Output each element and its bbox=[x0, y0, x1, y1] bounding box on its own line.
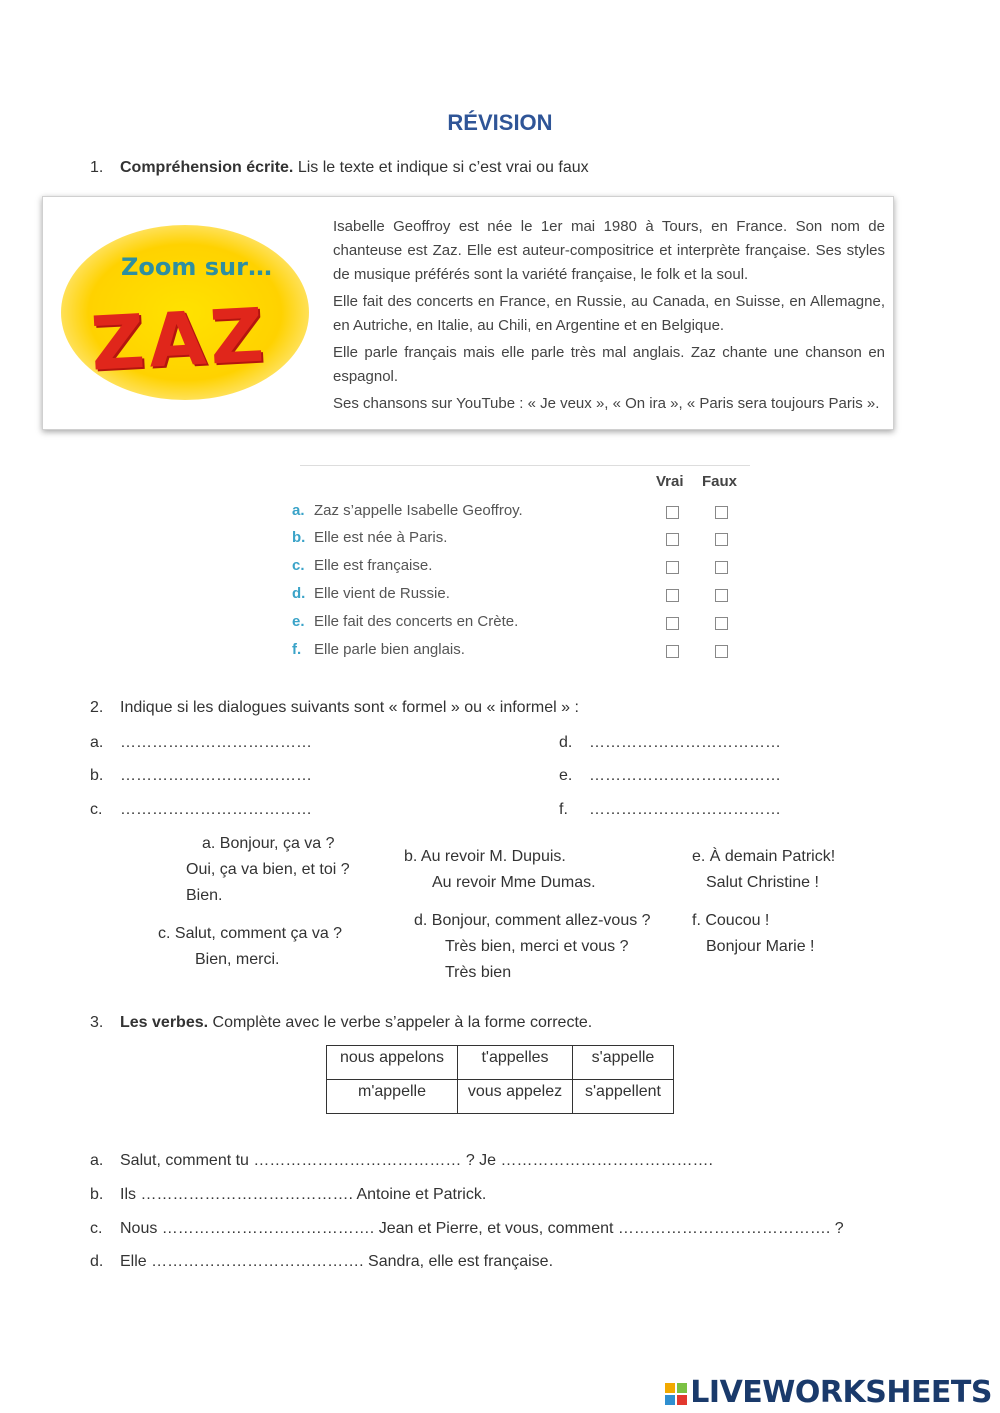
dialogue-d bbox=[414, 908, 651, 986]
article-paragraph: Elle fait des concerts en France, en Russie, au Canada, en Suisse, en Allemagne, en Autriche, en Italie, au Chili, en Argentine et en Belgique. bbox=[333, 293, 885, 334]
answer-blank[interactable]: ……………………………… bbox=[589, 767, 781, 784]
faux-checkbox[interactable] bbox=[715, 645, 728, 658]
item-statement: Elle fait des concerts en Crète. bbox=[314, 613, 519, 630]
zaz-logo bbox=[61, 225, 309, 400]
answer-blank[interactable]: ……………………………… bbox=[120, 734, 312, 751]
table-row bbox=[327, 1046, 674, 1080]
logo-text: LIVEWORKSHEETS bbox=[690, 1375, 992, 1410]
answer-letter: c. bbox=[90, 801, 103, 818]
table-cell: s'appelle bbox=[573, 1046, 674, 1080]
vrai-checkbox[interactable] bbox=[666, 645, 679, 658]
dialogue-f bbox=[692, 908, 815, 960]
question-title: Les verbes. bbox=[120, 1014, 209, 1031]
list-item bbox=[290, 502, 750, 528]
item-letter: d. bbox=[292, 585, 306, 602]
answer-blank[interactable]: ……………………………… bbox=[589, 801, 781, 818]
true-false-table bbox=[290, 465, 750, 665]
exercise-line[interactable] bbox=[90, 1220, 844, 1238]
list-item bbox=[290, 613, 750, 639]
table-cell: m'appelle bbox=[327, 1080, 458, 1114]
question-number: 3. bbox=[90, 1014, 104, 1031]
table-cell: s'appellent bbox=[573, 1080, 674, 1114]
answer-blank[interactable]: ……………………………… bbox=[120, 801, 312, 818]
dialogue-line: Bonjour Marie ! bbox=[706, 938, 815, 955]
vrai-checkbox[interactable] bbox=[666, 506, 679, 519]
dialogue-a bbox=[186, 831, 350, 909]
answer-blank[interactable]: ……………………………… bbox=[120, 767, 312, 784]
article-text bbox=[333, 215, 885, 419]
dialogue-line: b. Au revoir M. Dupuis. bbox=[404, 848, 566, 865]
dialogue-line: Bien, merci. bbox=[195, 951, 280, 968]
vrai-header: Vrai bbox=[656, 473, 684, 490]
faux-checkbox[interactable] bbox=[715, 533, 728, 546]
dialogue-e bbox=[692, 844, 835, 896]
vrai-checkbox[interactable] bbox=[666, 533, 679, 546]
exercise-line[interactable] bbox=[90, 1186, 486, 1204]
faux-checkbox[interactable] bbox=[715, 589, 728, 602]
answer-line-e bbox=[559, 767, 781, 785]
dialogue-line: Oui, ça va bien, et toi ? bbox=[186, 861, 350, 878]
exercise-sentence[interactable]: Nous …………………………………. Jean et Pierre, et vous, comment …………………………………. ? bbox=[120, 1220, 844, 1237]
answer-letter: b. bbox=[90, 767, 104, 784]
dialogue-line: Très bien bbox=[445, 964, 512, 981]
table-row bbox=[327, 1080, 674, 1114]
dialogue-line: a. Bonjour, ça va ? bbox=[202, 835, 335, 852]
item-statement: Elle est née à Paris. bbox=[314, 529, 448, 546]
answer-line-d bbox=[559, 734, 781, 752]
exercise-letter: a. bbox=[90, 1152, 104, 1169]
article-paragraph: Ses chansons sur YouTube : « Je veux », « On ira », « Paris sera toujours Paris ». bbox=[333, 395, 880, 412]
answer-blank[interactable]: ……………………………… bbox=[589, 734, 781, 751]
item-statement: Zaz s’appelle Isabelle Geoffroy. bbox=[314, 502, 523, 519]
dialogue-line: e. À demain Patrick! bbox=[692, 848, 836, 865]
exercise-sentence[interactable]: Elle …………………………………. Sandra, elle est française. bbox=[120, 1253, 554, 1270]
table-cell: nous appelons bbox=[327, 1046, 458, 1080]
dialogue-line: f. Coucou ! bbox=[692, 912, 770, 929]
vrai-checkbox[interactable] bbox=[666, 617, 679, 630]
question-2 bbox=[90, 699, 579, 717]
question-number: 1. bbox=[90, 159, 104, 176]
question-title: Compréhension écrite. bbox=[120, 159, 294, 176]
answer-line-f bbox=[559, 801, 781, 819]
item-statement: Elle est française. bbox=[314, 557, 433, 574]
item-letter: e. bbox=[292, 613, 305, 630]
divider bbox=[300, 465, 750, 466]
dialogue-line: Au revoir Mme Dumas. bbox=[432, 874, 596, 891]
dialogue-line: Très bien, merci et vous ? bbox=[445, 938, 629, 955]
liveworksheets-logo bbox=[665, 1375, 992, 1410]
question-instruction: Complète avec le verbe s’appeler à la forme correcte. bbox=[208, 1014, 593, 1031]
faux-header: Faux bbox=[702, 473, 738, 490]
dialogue-b bbox=[404, 844, 596, 896]
exercise-letter: d. bbox=[90, 1253, 104, 1270]
dialogue-line: d. Bonjour, comment allez-vous ? bbox=[414, 912, 651, 929]
list-item bbox=[290, 529, 750, 555]
dialogue-c bbox=[158, 921, 342, 973]
faux-checkbox[interactable] bbox=[715, 506, 728, 519]
zaz-article bbox=[42, 196, 894, 430]
item-letter: a. bbox=[292, 502, 305, 519]
list-item bbox=[290, 641, 750, 667]
verb-table bbox=[326, 1045, 674, 1114]
page-title: RÉVISION bbox=[447, 110, 553, 135]
dialogue-line: c. Salut, comment ça va ? bbox=[158, 925, 343, 942]
answer-letter: d. bbox=[559, 734, 573, 751]
article-paragraph: Elle parle français mais elle parle très mal anglais. Zaz chante une chanson en espagnol. bbox=[333, 344, 885, 385]
question-instruction: Lis le texte et indique si c’est vrai ou faux bbox=[293, 159, 589, 176]
answer-line-b bbox=[90, 767, 312, 785]
list-item bbox=[290, 585, 750, 611]
answer-line-a bbox=[90, 734, 312, 752]
item-letter: b. bbox=[292, 529, 306, 546]
list-item bbox=[290, 557, 750, 583]
table-cell: vous appelez bbox=[458, 1080, 573, 1114]
answer-line-c bbox=[90, 801, 312, 819]
exercise-letter: b. bbox=[90, 1186, 104, 1203]
faux-checkbox[interactable] bbox=[715, 617, 728, 630]
answer-letter: e. bbox=[559, 767, 573, 784]
answer-letter: f. bbox=[559, 801, 568, 818]
vrai-checkbox[interactable] bbox=[666, 561, 679, 574]
exercise-letter: c. bbox=[90, 1220, 103, 1237]
faux-checkbox[interactable] bbox=[715, 561, 728, 574]
exercise-line[interactable] bbox=[90, 1152, 713, 1170]
exercise-line[interactable] bbox=[90, 1253, 553, 1271]
question-instruction: Indique si les dialogues suivants sont « formel » ou « informel » : bbox=[120, 699, 579, 716]
dialogue-line: Bien. bbox=[186, 887, 223, 904]
exercise-sentence[interactable]: Salut, comment tu ………………………………… ? Je …………………………………. bbox=[120, 1152, 713, 1169]
answer-letter: a. bbox=[90, 734, 104, 751]
table-cell: t'appelles bbox=[458, 1046, 573, 1080]
exercise-sentence[interactable]: Ils …………………………………. Antoine et Patrick. bbox=[120, 1186, 487, 1203]
dialogue-line: Salut Christine ! bbox=[706, 874, 819, 891]
zaz-logo-text: ZAZ bbox=[88, 292, 270, 388]
question-3 bbox=[90, 1014, 592, 1032]
article-paragraph: Isabelle Geoffroy est née le 1er mai 1980 à Tours, en France. Son nom de chanteuse est Zaz. Elle est auteur-compositrice et interprète française. Ses styles de musique préférés sont la variété française, le folk et la soul. bbox=[333, 218, 885, 283]
item-statement: Elle parle bien anglais. bbox=[314, 641, 465, 658]
vrai-checkbox[interactable] bbox=[666, 589, 679, 602]
question-number: 2. bbox=[90, 699, 104, 716]
item-letter: f. bbox=[292, 641, 302, 658]
item-statement: Elle vient de Russie. bbox=[314, 585, 450, 602]
zoom-label: Zoom sur… bbox=[121, 253, 272, 281]
logo-squares-icon bbox=[665, 1383, 687, 1405]
question-1 bbox=[90, 159, 589, 177]
item-letter: c. bbox=[292, 557, 305, 574]
